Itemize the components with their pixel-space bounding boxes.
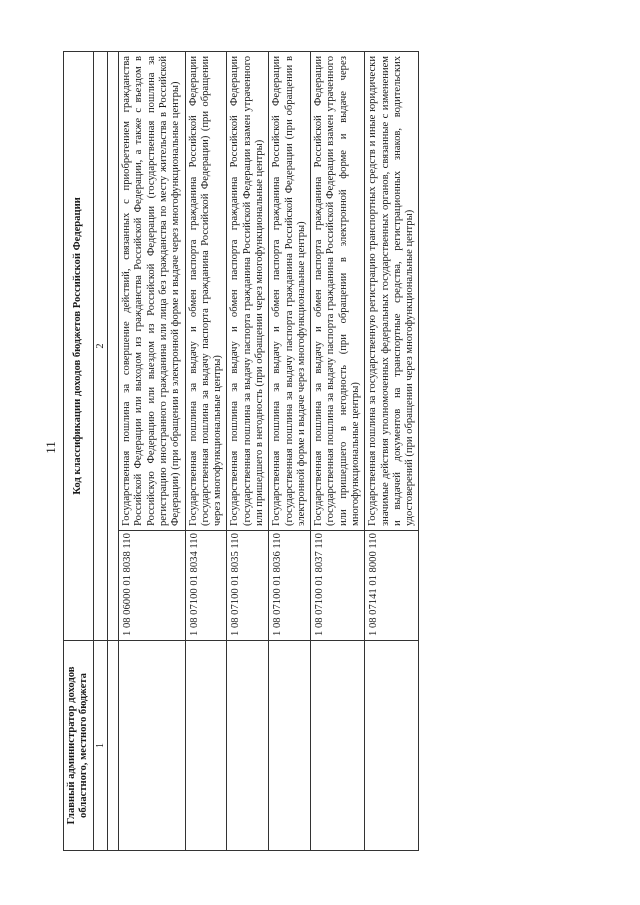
code-cell: 1 08 07100 01 8036 110 [269, 531, 311, 641]
code-cell: 1 08 07100 01 8035 110 [227, 531, 269, 641]
rotated-table-wrapper [63, 51, 573, 851]
admin-cell [119, 641, 185, 851]
empty-cell [108, 641, 119, 851]
page-number: 11 [42, 441, 58, 454]
table-row [185, 52, 227, 851]
admin-cell [269, 641, 311, 851]
admin-cell [311, 641, 365, 851]
header-admin: Главный администратор доходов областного, местного бюджета [64, 641, 94, 851]
table-row [269, 52, 311, 851]
code-cell: 1 08 07141 01 8000 110 [365, 531, 419, 641]
name-cell: Государственная пошлина за выдачу и обмен паспорта гражданина Российской Федерации (государственная пошлина за выдачу паспорта гражданина Российской Федерации взамен утраченного или пришедшего в негодность (при обращении через многофункциональные центры) [227, 52, 269, 531]
name-cell: Государственная пошлина за выдачу и обмен паспорта гражданина Российской Федерации (государственная пошлина за выдачу паспорта гражданина Российской Федерации (при обращении в электронной форме и выдаче через многофункциональные центры) [269, 52, 311, 531]
name-cell: Государственная пошлина за государственную регистрацию транспортных средств и иные юридически значимые действия уполномоченных федеральных государственных органов, связанные с изменением и выдачей документов на транспортные средства, регистрационных знаков, водительских удостоверений (при обращении через многофункциональные центры) [365, 52, 419, 531]
revenue-classification-table [63, 51, 419, 851]
spacer-row [108, 52, 119, 851]
empty-cell [108, 52, 119, 641]
admin-cell [227, 641, 269, 851]
table-header-row [64, 52, 94, 851]
column-number-1: 1 [93, 641, 108, 851]
code-cell: 1 08 07100 01 8037 110 [311, 531, 365, 641]
admin-cell [185, 641, 227, 851]
table-row [227, 52, 269, 851]
column-number-row [93, 52, 108, 851]
table-row [365, 52, 419, 851]
header-code: Код классификации доходов бюджетов Российской Федерации [64, 52, 94, 641]
code-cell: 1 08 07100 01 8034 110 [185, 531, 227, 641]
name-cell: Государственная пошлина за выдачу и обмен паспорта гражданина Российской Федерации (государственная пошлина за выдачу паспорта гражданина Российской Федерации взамен утраченного или пришедшего в негодность (при обращении в электронной форме и выдаче через многофункциональные центры) [311, 52, 365, 531]
name-cell: Государственная пошлина за выдачу и обмен паспорта гражданина Российской Федерации (государственная пошлина за выдачу паспорта гражданина Российской Федерации) (при обращении через многофункциональные центры) [185, 52, 227, 531]
admin-cell [365, 641, 419, 851]
table-row [119, 52, 185, 851]
table-row [311, 52, 365, 851]
column-number-2: 2 [93, 52, 108, 641]
name-cell: Государственная пошлина за совершение действий, связанных с приобретением гражданства Российской Федерации или выходом из гражданства Российской Федерации, а также с въездом в Российскую Федерацию или выездом из Российской Федерации (государственная пошлина за регистрацию иностранного гражданина или лица без гражданства по месту жительства в Российской Федерации) (при обращении в электронной форме и выдаче через многофункциональные центры) [119, 52, 185, 531]
code-cell: 1 08 06000 01 8038 110 [119, 531, 185, 641]
